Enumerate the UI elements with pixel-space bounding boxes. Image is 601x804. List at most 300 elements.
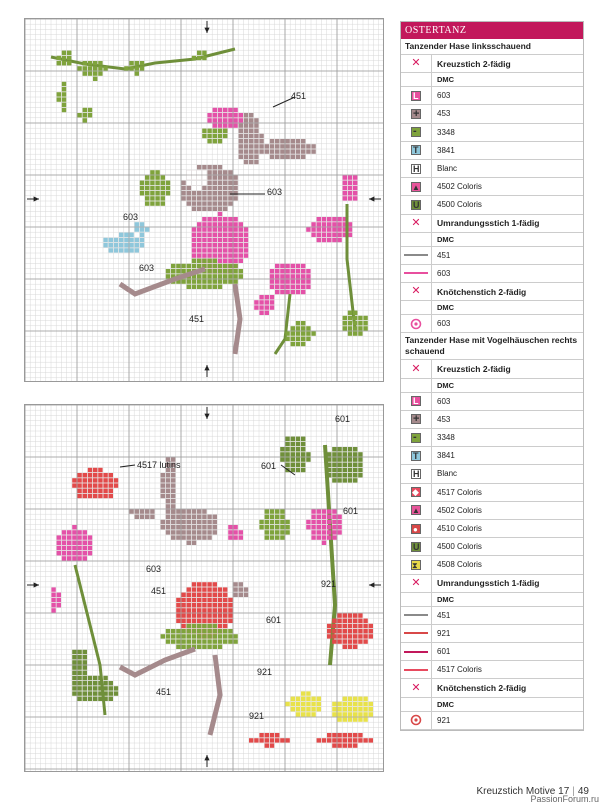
head bbox=[202, 165, 206, 169]
egg bbox=[280, 520, 284, 524]
cross-row-symbol bbox=[401, 465, 432, 482]
foliage bbox=[301, 437, 305, 441]
flower bbox=[57, 551, 61, 555]
color-swatch: L bbox=[411, 396, 421, 406]
egg-leaf bbox=[145, 201, 149, 205]
butterfly bbox=[109, 473, 113, 477]
backstitch-row bbox=[401, 265, 583, 283]
birdhouse bbox=[353, 634, 357, 638]
chick bbox=[348, 707, 352, 711]
chick bbox=[363, 717, 367, 721]
cross-row-symbol bbox=[401, 484, 432, 501]
mushroom-row bbox=[259, 738, 263, 742]
head bbox=[187, 186, 191, 190]
grass bbox=[296, 337, 300, 341]
ear bbox=[254, 155, 258, 159]
grass bbox=[348, 331, 352, 335]
chick bbox=[306, 707, 310, 711]
ear bbox=[296, 144, 300, 148]
head bbox=[197, 535, 201, 539]
foliage bbox=[353, 447, 357, 451]
dress bbox=[223, 624, 227, 628]
chick bbox=[291, 697, 295, 701]
cross-row-symbol bbox=[401, 124, 432, 141]
ear bbox=[254, 118, 258, 122]
butterfly bbox=[98, 478, 102, 482]
flower bbox=[270, 295, 274, 299]
flower bbox=[348, 181, 352, 185]
ear bbox=[270, 155, 274, 159]
head bbox=[176, 535, 180, 539]
foliage bbox=[301, 468, 305, 472]
backstitch-row bbox=[401, 643, 583, 661]
bird bbox=[103, 238, 107, 242]
egg-leaf bbox=[166, 186, 170, 190]
skirt bbox=[202, 274, 206, 278]
chick bbox=[343, 712, 347, 716]
dress bbox=[202, 582, 206, 586]
head bbox=[233, 181, 237, 185]
ear bbox=[145, 509, 149, 513]
flower bbox=[311, 525, 315, 529]
flower bbox=[322, 515, 326, 519]
butterfly bbox=[93, 494, 97, 498]
birdhouse bbox=[353, 624, 357, 628]
dress bbox=[233, 248, 237, 252]
ear bbox=[166, 483, 170, 487]
foliage bbox=[332, 447, 336, 451]
dress bbox=[239, 222, 243, 226]
head bbox=[207, 186, 211, 190]
foliage bbox=[291, 457, 295, 461]
ear bbox=[171, 499, 175, 503]
backstitch-row-label: 921 bbox=[437, 628, 451, 638]
head bbox=[223, 170, 227, 174]
skirt bbox=[187, 279, 191, 283]
head bbox=[223, 201, 227, 205]
flower bbox=[311, 515, 315, 519]
color-swatch: - bbox=[411, 433, 421, 443]
mushroom-row bbox=[332, 738, 336, 742]
head bbox=[197, 530, 201, 534]
chick bbox=[358, 707, 362, 711]
birdhouse bbox=[369, 634, 373, 638]
dress bbox=[218, 603, 222, 607]
foliage bbox=[358, 473, 362, 477]
bird bbox=[140, 243, 144, 247]
dress bbox=[213, 217, 217, 221]
center-arrow-head bbox=[204, 755, 209, 760]
leaves bbox=[72, 665, 76, 669]
bird-head bbox=[140, 233, 144, 237]
egg-leaf bbox=[140, 191, 144, 195]
butterfly bbox=[93, 468, 97, 472]
dress bbox=[223, 222, 227, 226]
cross-row-label: 3841 bbox=[437, 145, 455, 155]
birdhouse bbox=[363, 629, 367, 633]
egg bbox=[280, 525, 284, 529]
birdhouse bbox=[337, 624, 341, 628]
flower bbox=[285, 285, 289, 289]
cross-row-symbol bbox=[401, 447, 432, 464]
leaf bbox=[129, 61, 133, 65]
leaf bbox=[67, 56, 71, 60]
backstitch-title-label: Umrandungsstich 1-fädig bbox=[437, 578, 540, 589]
dress bbox=[228, 243, 232, 247]
flower bbox=[311, 227, 315, 231]
ear bbox=[254, 144, 258, 148]
flower bbox=[332, 222, 336, 226]
butterfly bbox=[93, 483, 97, 487]
flower bbox=[285, 274, 289, 278]
callout-451: 451 bbox=[156, 687, 172, 697]
hat bbox=[202, 134, 206, 138]
chick bbox=[306, 697, 310, 701]
grass bbox=[363, 321, 367, 325]
leaves bbox=[109, 697, 113, 701]
ear bbox=[291, 149, 295, 153]
head bbox=[202, 520, 206, 524]
mushroom-row bbox=[275, 733, 279, 737]
chick bbox=[358, 697, 362, 701]
foliage bbox=[332, 452, 336, 456]
head bbox=[213, 170, 217, 174]
head bbox=[202, 509, 206, 513]
birdhouse bbox=[358, 613, 362, 617]
bird bbox=[124, 233, 128, 237]
foliage bbox=[332, 468, 336, 472]
hat-flower bbox=[218, 108, 222, 112]
chick bbox=[353, 712, 357, 716]
cross-row-label: 4502 Coloris bbox=[437, 505, 482, 515]
chick bbox=[348, 717, 352, 721]
chick bbox=[369, 702, 373, 706]
leaves bbox=[83, 676, 87, 680]
skirt bbox=[192, 259, 196, 263]
foliage bbox=[337, 457, 341, 461]
foliage bbox=[358, 452, 362, 456]
cross-row-symbol bbox=[401, 556, 432, 573]
branch-flower bbox=[93, 77, 97, 81]
leaves bbox=[72, 660, 76, 664]
callout-451: 451 bbox=[151, 586, 167, 596]
hat-flower bbox=[223, 118, 227, 122]
skirt bbox=[171, 629, 175, 633]
dress bbox=[223, 598, 227, 602]
skirt bbox=[233, 634, 237, 638]
skirt bbox=[213, 259, 217, 263]
head bbox=[207, 165, 211, 169]
page-number: 49 bbox=[577, 786, 589, 797]
butterfly bbox=[103, 483, 107, 487]
flower bbox=[285, 279, 289, 283]
skirt bbox=[192, 285, 196, 289]
hat-flower bbox=[233, 108, 237, 112]
grass bbox=[301, 342, 305, 346]
skirt bbox=[207, 634, 211, 638]
cross-row-symbol bbox=[401, 520, 432, 537]
face-white bbox=[223, 541, 227, 545]
branch-flower bbox=[98, 61, 102, 65]
flower bbox=[275, 290, 279, 294]
leaf bbox=[57, 97, 61, 101]
bird-head bbox=[145, 227, 149, 231]
flower bbox=[51, 587, 55, 591]
leaf bbox=[83, 113, 87, 117]
foliage bbox=[348, 473, 352, 477]
dress bbox=[218, 233, 222, 237]
ear bbox=[135, 509, 139, 513]
ear bbox=[239, 139, 243, 143]
chick bbox=[337, 717, 341, 721]
dress bbox=[197, 619, 201, 623]
cross-stitch-title bbox=[401, 55, 583, 73]
birdhouse bbox=[332, 624, 336, 628]
leaf bbox=[192, 56, 196, 60]
dress bbox=[239, 227, 243, 231]
foliage bbox=[296, 442, 300, 446]
callout-451: 451 bbox=[291, 91, 307, 101]
head bbox=[187, 520, 191, 524]
dress bbox=[228, 248, 232, 252]
face-white bbox=[187, 181, 191, 185]
arm bbox=[244, 593, 248, 597]
cross-row-label: 3841 bbox=[437, 451, 455, 461]
egg bbox=[275, 509, 279, 513]
ear bbox=[171, 478, 175, 482]
leaf bbox=[62, 56, 66, 60]
leaf bbox=[62, 87, 66, 91]
foliage bbox=[353, 452, 357, 456]
egg-leaf bbox=[161, 191, 165, 195]
flower bbox=[311, 222, 315, 226]
flower bbox=[72, 541, 76, 545]
leaves bbox=[109, 686, 113, 690]
foliage bbox=[285, 452, 289, 456]
arm bbox=[239, 582, 243, 586]
head bbox=[218, 186, 222, 190]
dress bbox=[233, 253, 237, 257]
dress bbox=[176, 598, 180, 602]
dress bbox=[197, 613, 201, 617]
head bbox=[202, 207, 206, 211]
cross-row bbox=[401, 520, 583, 538]
color-swatch: ◆ bbox=[411, 487, 421, 497]
egg-leaf bbox=[155, 201, 159, 205]
dress bbox=[207, 243, 211, 247]
head bbox=[166, 525, 170, 529]
flower bbox=[327, 509, 331, 513]
leaves bbox=[93, 691, 97, 695]
skirt bbox=[202, 629, 206, 633]
flower bbox=[332, 525, 336, 529]
cross-row bbox=[401, 196, 583, 214]
dress bbox=[187, 619, 191, 623]
skirt bbox=[197, 259, 201, 263]
dress bbox=[192, 613, 196, 617]
birdhouse bbox=[337, 613, 341, 617]
dress bbox=[213, 253, 217, 257]
skirt bbox=[223, 629, 227, 633]
chick bbox=[306, 712, 310, 716]
head bbox=[192, 509, 196, 513]
foliage bbox=[358, 463, 362, 467]
flower bbox=[322, 541, 326, 545]
skirt bbox=[197, 629, 201, 633]
chick bbox=[348, 712, 352, 716]
leaf bbox=[124, 66, 128, 70]
birdhouse bbox=[358, 634, 362, 638]
egg bbox=[270, 525, 274, 529]
skirt bbox=[192, 624, 196, 628]
foliage bbox=[291, 447, 295, 451]
flower bbox=[353, 196, 357, 200]
dmc-header-symbol bbox=[401, 379, 432, 392]
skirt bbox=[228, 629, 232, 633]
egg-leaf bbox=[161, 201, 165, 205]
callout-603: 603 bbox=[146, 564, 162, 574]
dress bbox=[192, 598, 196, 602]
birdhouse bbox=[348, 613, 352, 617]
butterfly bbox=[77, 473, 81, 477]
callout-921: 921 bbox=[321, 579, 337, 589]
egg bbox=[280, 509, 284, 513]
chick bbox=[369, 712, 373, 716]
egg-leaf bbox=[145, 196, 149, 200]
dress bbox=[202, 243, 206, 247]
dress bbox=[202, 227, 206, 231]
ear bbox=[306, 149, 310, 153]
dress bbox=[218, 587, 222, 591]
french-knot-title-label: Knötchenstich 2-fädig bbox=[437, 286, 527, 297]
dress bbox=[223, 608, 227, 612]
hat-flower bbox=[233, 118, 237, 122]
face-white bbox=[202, 175, 206, 179]
ear bbox=[275, 149, 279, 153]
hat bbox=[207, 134, 211, 138]
branch-flower bbox=[93, 61, 97, 65]
dmc-header-symbol bbox=[401, 593, 432, 606]
head bbox=[233, 196, 237, 200]
dress bbox=[207, 613, 211, 617]
chick bbox=[332, 707, 336, 711]
ear bbox=[249, 144, 253, 148]
dmc-header-label: DMC bbox=[437, 380, 455, 390]
head bbox=[181, 196, 185, 200]
ear bbox=[306, 144, 310, 148]
foliage bbox=[348, 447, 352, 451]
chick bbox=[306, 702, 310, 706]
dress bbox=[213, 619, 217, 623]
head bbox=[213, 530, 217, 534]
face-white bbox=[233, 546, 237, 550]
ear bbox=[140, 509, 144, 513]
backstitch-row bbox=[401, 247, 583, 265]
mushroom-row bbox=[317, 738, 321, 742]
flower bbox=[88, 546, 92, 550]
flower bbox=[332, 227, 336, 231]
face-white bbox=[187, 175, 191, 179]
egg-leaf bbox=[140, 186, 144, 190]
flower bbox=[327, 222, 331, 226]
birdhouse bbox=[363, 634, 367, 638]
head bbox=[228, 170, 232, 174]
flower bbox=[317, 227, 321, 231]
dmc-header-label: DMC bbox=[437, 594, 455, 604]
butterfly bbox=[98, 489, 102, 493]
bird bbox=[114, 248, 118, 252]
grass bbox=[363, 326, 367, 330]
branch-flower bbox=[93, 71, 97, 75]
birdhouse bbox=[353, 613, 357, 617]
ear bbox=[244, 139, 248, 143]
flower bbox=[285, 269, 289, 273]
leaf bbox=[57, 61, 61, 65]
head bbox=[218, 170, 222, 174]
dress bbox=[181, 619, 185, 623]
flower bbox=[270, 279, 274, 283]
flower bbox=[51, 603, 55, 607]
skirt bbox=[176, 639, 180, 643]
skirt bbox=[213, 285, 217, 289]
flower bbox=[72, 551, 76, 555]
bird bbox=[103, 243, 107, 247]
cross-row bbox=[401, 556, 583, 574]
flower bbox=[353, 181, 357, 185]
color-swatch: U bbox=[413, 541, 420, 552]
dress bbox=[187, 603, 191, 607]
head bbox=[228, 191, 232, 195]
face-white bbox=[228, 546, 232, 550]
leaves bbox=[98, 676, 102, 680]
egg-leaf bbox=[161, 186, 165, 190]
dress bbox=[239, 259, 243, 263]
color-swatch: U bbox=[413, 199, 420, 210]
leaves bbox=[77, 655, 81, 659]
head bbox=[176, 530, 180, 534]
backstitch-icon: ✕ bbox=[411, 216, 421, 229]
flower bbox=[270, 300, 274, 304]
egg-leaf bbox=[161, 175, 165, 179]
ear bbox=[171, 483, 175, 487]
leaf bbox=[62, 51, 66, 55]
flower bbox=[280, 285, 284, 289]
french-knot-symbol bbox=[410, 318, 422, 330]
arm bbox=[233, 587, 237, 591]
leaves bbox=[114, 691, 118, 695]
dress bbox=[176, 608, 180, 612]
cheek bbox=[233, 530, 237, 534]
skirt bbox=[181, 634, 185, 638]
dress bbox=[213, 227, 217, 231]
mushroom-row bbox=[337, 743, 341, 747]
callout-601: 601 bbox=[343, 506, 359, 516]
flower bbox=[337, 515, 341, 519]
cross-row bbox=[401, 160, 583, 178]
head bbox=[171, 525, 175, 529]
skirt bbox=[171, 639, 175, 643]
leaf bbox=[62, 108, 66, 112]
skirt bbox=[166, 269, 170, 273]
egg bbox=[265, 515, 269, 519]
dress bbox=[233, 238, 237, 242]
leaf bbox=[129, 66, 133, 70]
dress bbox=[187, 587, 191, 591]
dress bbox=[228, 253, 232, 257]
ear bbox=[296, 139, 300, 143]
face-white bbox=[192, 170, 196, 174]
ear bbox=[249, 160, 253, 164]
